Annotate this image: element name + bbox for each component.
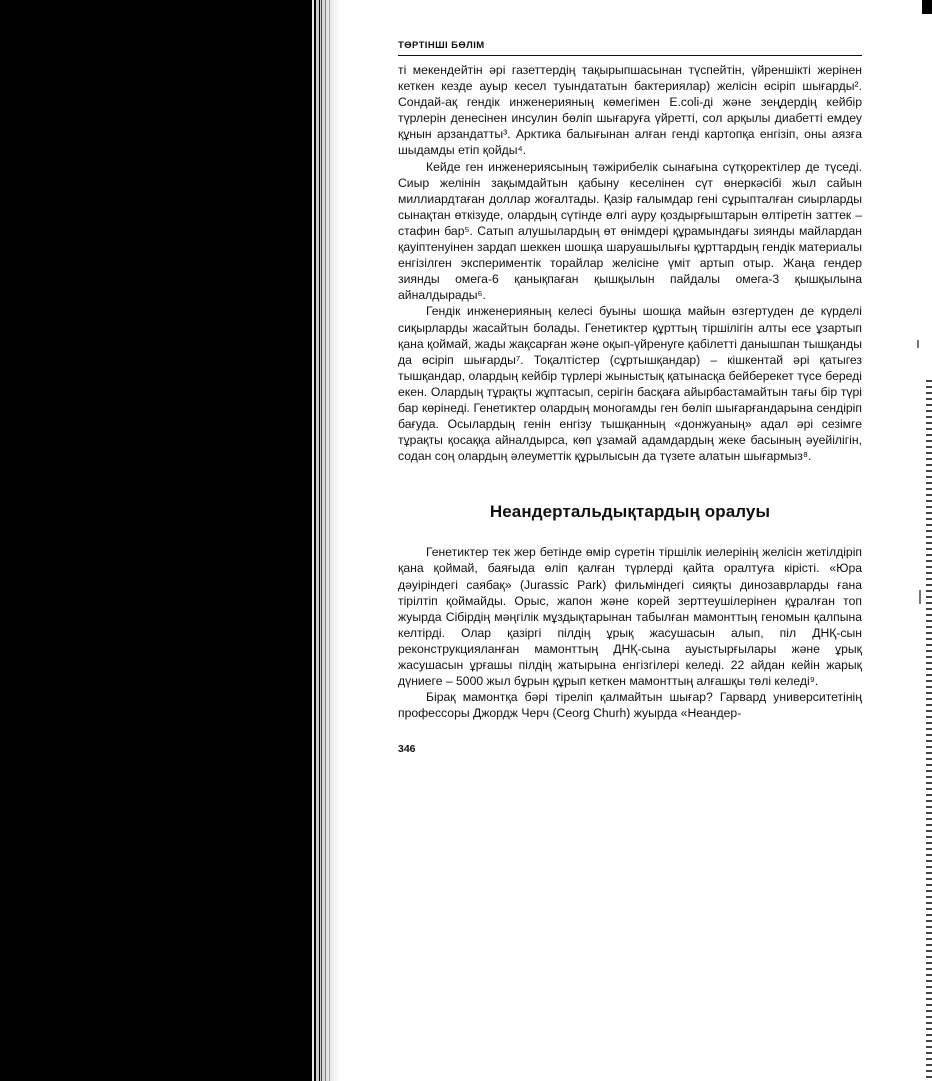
scan-artifact <box>919 590 921 604</box>
paragraph: ті мекендейтін әрі газеттердің тақырыпшасынан түспейтін, үйреншікті жерінен кеткен кезде ауыр кесел туындататын бактериялар) желісін өсіріп шығарды². Сондай-ақ гендік инженерияның көмегімен E.coli-ді және зеңдердің кейбір түрлерін денесінен инсулин бөліп шығаруға үйретті, сол арқылы диабетті емдеу құнын арзандатты³. Арктика балығынан алған генді картопқа енгізіп, оны аязға шыдамды етіп қойды⁴. <box>398 63 862 158</box>
running-head: ТӨРТІНШІ БӨЛІМ <box>398 40 485 51</box>
binding-streak <box>316 0 319 1081</box>
binding-streak <box>312 0 314 1081</box>
page-gutter <box>320 0 340 1081</box>
gutter-line <box>325 0 326 1081</box>
book-binding-shadow <box>0 0 320 1081</box>
paragraph: Кейде ген инженериясының тәжірибелік сынағына сүтқоректілер де түседі. Сиыр желінін зақымдайтын қабыну кеселінен сүт өнеркәсібі жыл сайын миллиардтаған доллар жоғалтады. Қазір ғалымдар гені сұрыпталған сиырларды сынақтан өткізуде, олардың сүтінде өлгі ауру қоздырғыштарын өлтіретін заттек – стафин бар⁵. Сатып алушылардың өт өнімдері құрамындағы зиянды майлардан қауіптенуінен зардап шеккен шошқа шаруашылығы құрттардың гендік материалы енгізілген экспериментік торайлар желісіне үміт артып отыр. Жаңа гендер зиянды омега-6 қанықпаған қышқылын пайдалы омега-3 қышқылына айналдырады⁶. <box>398 159 862 303</box>
paragraph: Гендік инженерияның келесі буыны шошқа майын өзгертуден де күрделі сиқырларды жасайтын болады. Генетиктер құрттың тіршілігін алты есе ұзартып қана қоймай, жады жақсарған және оқып-үйренуге қабілетті данышпан тышқанды да өсіріп шығарды⁷. Тоқалтістер (сұртышқандар) – кішкентай әрі қатыгез тышқандар, олардың кейбір түрлері жыныстық қатынасқа бейберекет түсе береді екен. Олардың тұрақты жұптасып, серігін басқаға айырбастамайтын тағы бір түрі бар көрінеді. Генетиктер олардың моногамды ген бөліп шығарғандарына сендіріп бағуда. Осылардың генін енгізу тышқанның «донжуаның» адал әрі сезімге тұрақты қосаққа айналдырса, көп ұзамай адамдардың жеке басының әуейілігін, содан соң олардың әлеуметтік құрылысын да түзете алатын шығармыз⁸. <box>398 304 862 464</box>
scan-artifact <box>917 340 919 348</box>
gutter-line <box>329 0 330 1081</box>
book-page <box>398 40 862 755</box>
section-title: Неандертальдықтардың оралуы <box>489 502 771 522</box>
header-rule <box>398 55 862 56</box>
scan-corner-mark <box>922 0 932 14</box>
paragraph: Бірақ мамонтқа бәрі тіреліп қалмайтын шығар? Гарвард университетінің профессоры Джордж Черч (Ceorg Churh) жуырда «Неандер- <box>398 690 862 721</box>
gutter-line <box>321 0 322 1081</box>
paragraph: Генетиктер тек жер бетінде өмір сүретін тіршілік иелерінің желісін жетілдіріп қана қоймай, баяғыда өліп қалған түрлерді қайта оралтуға кірісті. «Юра дәуіріндегі саябақ» (Jurassic Park) фильміндегі сияқты динозаврларды ғана тірілтіп қоймайды. Орыс, жапон және корей зерттеушілерінен құралған топ жуырда Сібірдің мәңгілік мұздықтарынан табылған мамонттың геномын қалпына келтірді. Олар қазіргі пілдің ұрық жасушасын алып, піл ДНҚ-сын реконструкцияланған мамонттың ДНҚ-сына ауыстырғылары және ұрық жасушасын ұрғашы пілдің жатырына енгізгілері келеді. 22 айдан кейін жарық дүниеге – 5000 жыл бұрын құрып кеткен мамонттың алғашқы төлі келеді⁹. <box>398 545 862 689</box>
scan-edge-noise <box>926 380 932 1081</box>
page-number: 346 <box>398 743 416 756</box>
